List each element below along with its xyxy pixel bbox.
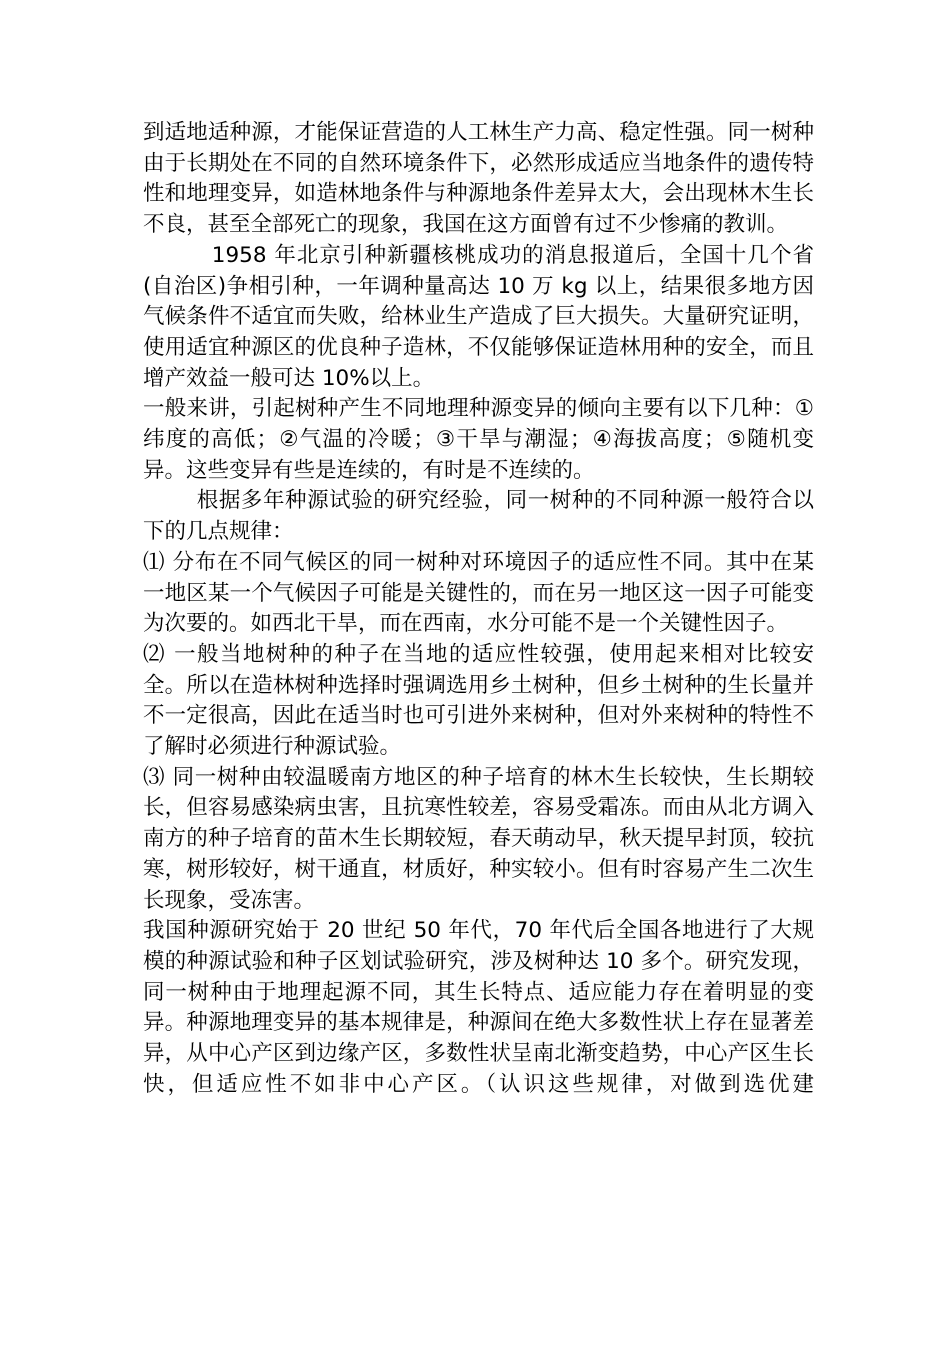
paragraph-variation-tendencies: 一般来讲，引起树种产生不同地理种源变异的倾向主要有以下几种：①纬度的高低；②气温的冷暖；③干旱与潮湿；④海拔高度；⑤随机变异。这些变异有些是连续的，有时是不连续的。 bbox=[143, 396, 814, 483]
paragraph-rule-3: ⑶ 同一树种由较温暖南方地区的种子培育的林木生长较快，生长期较长，但容易感染病虫害，且抗寒性较差，容易受霜冻。而由从北方调入南方的种子培育的苗木生长期较短，春天萌动早，秋天提早封顶，较抗寒，树形较好，树干通直，材质好，种实较小。但有时容易产生二次生长现象，受冻害。 bbox=[143, 764, 814, 913]
paragraph-seed-source-intro: 到适地适种源，才能保证营造的人工林生产力高、稳定性强。同一树种由于长期处在不同的自然环境条件下，必然形成适应当地条件的遗传特性和地理变异，如造林地条件与种源地条件差异太大，会出现林木生长不良，甚至全部死亡的现象，我国在这方面曾有过不少惨痛的教训。 bbox=[143, 120, 814, 238]
paragraph-rules-intro: 根据多年种源试验的研究经验，同一树种的不同种源一般符合以下的几点规律： bbox=[143, 488, 814, 545]
document-body bbox=[143, 118, 814, 1101]
paragraph-rule-2: ⑵ 一般当地树种的种子在当地的适应性较强，使用起来相对比较安全。所以在造林树种选择时强调选用乡土树种，但乡土树种的生长量并不一定很高，因此在适当时也可引进外来树种，但对外来树种的特性不了解时必须进行种源试验。 bbox=[143, 641, 814, 760]
paragraph-china-research: 我国种源研究始于 20 世纪 50 年代，70 年代后全国各地进行了大规模的种源试验和种子区划试验研究，涉及树种达 10 多个。研究发现，同一树种由于地理起源不同，其生长特点、适应能力存在着明显的变异。种源地理变异的基本规律是，种源间在绝大多数性状上存在显著差异，从中心产区到边缘产区，多数性状呈南北渐变趋势，中心产区生长快，但适应性不如非中心产区。（认识这些规律，对做到选优建 bbox=[143, 918, 814, 1097]
paragraph-walnut-1958: 1958 年北京引种新疆核桃成功的消息报道后，全国十几个省(自治区)争相引种，一年调种量高达 10 万 kg 以上，结果很多地方因气候条件不适宜而失败，给林业生产造成了巨大损失。大量研究证明，使用适宜种源区的优良种子造林，不仅能够保证造林用种的安全，而且增产效益一般可达 10%以上。 bbox=[143, 242, 814, 391]
paragraph-rule-1: ⑴ 分布在不同气候区的同一树种对环境因子的适应性不同。其中在某一地区某一个气候因子可能是关键性的，而在另一地区这一因子可能变为次要的。如西北干旱，而在西南，水分可能不是一个关键性因子。 bbox=[143, 549, 814, 637]
